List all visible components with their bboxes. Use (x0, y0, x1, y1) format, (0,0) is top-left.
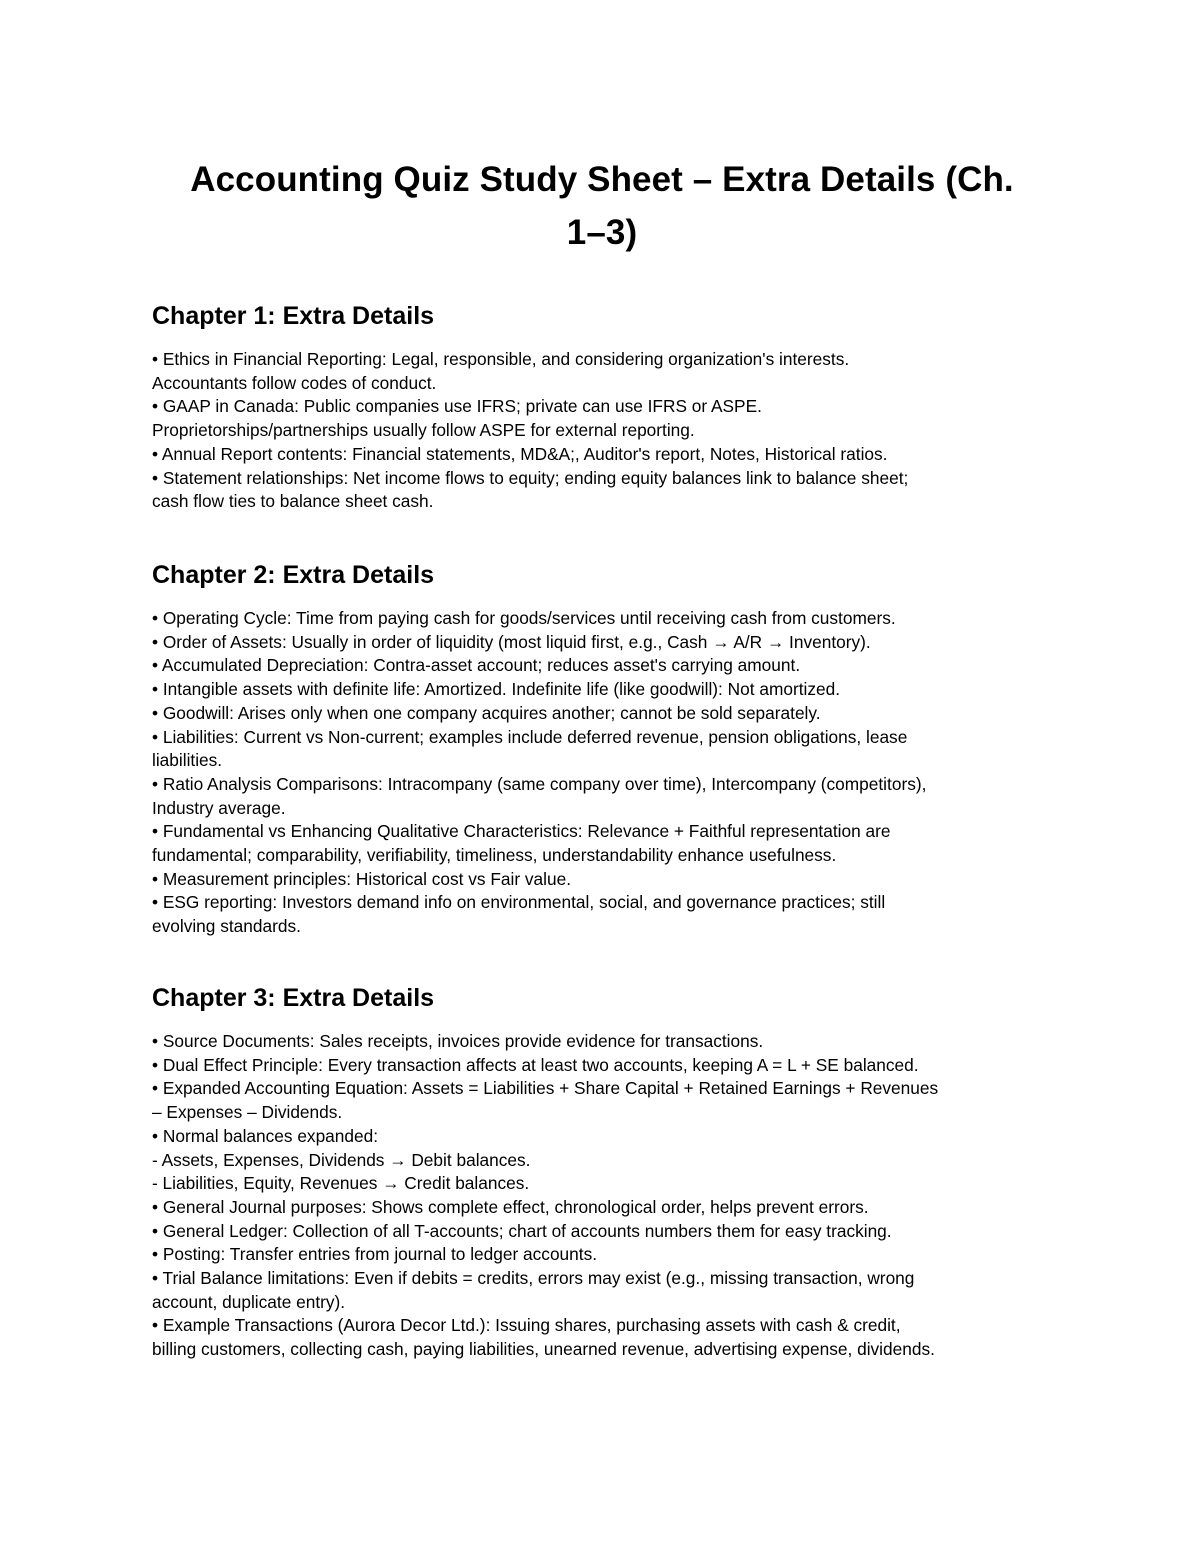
chapter-1-lines (152, 348, 1052, 514)
chapter-2-line: • Accumulated Depreciation: Contra-asset account; reduces asset's carrying amount. (152, 655, 801, 676)
chapter-3-line: • Expanded Accounting Equation: Assets = Liabilities + Share Capital + Retained Earnings + Revenues (152, 1078, 939, 1099)
chapter-1-line: • Statement relationships: Net income flows to equity; ending equity balances link to balance sheet; (152, 467, 909, 488)
chapter-3-line: • Example Transactions (Aurora Decor Ltd.): Issuing shares, purchasing assets with cash & credit, (152, 1315, 901, 1336)
chapter-3-line: billing customers, collecting cash, paying liabilities, unearned revenue, advertising expense, dividends. (152, 1339, 935, 1360)
title-line-1: Accounting Quiz Study Sheet – Extra Details (Ch. (190, 160, 1014, 199)
chapter-2-line: • Order of Assets: Usually in order of liquidity (most liquid first, e.g., Cash → A/R → Inventory). (152, 631, 871, 652)
chapter-2-line: liabilities. (152, 750, 223, 771)
chapter-3-line: • Dual Effect Principle: Every transaction affects at least two accounts, keeping A = L + SE balanced. (152, 1054, 919, 1075)
chapter-1-line: • Ethics in Financial Reporting: Legal, responsible, and considering organization's interests. (152, 349, 850, 369)
chapter-2-line: • Operating Cycle: Time from paying cash for goods/services until receiving cash from customers. (152, 608, 896, 628)
chapter-3-line: • Normal balances expanded: (152, 1125, 379, 1146)
chapter-3-line: • Trial Balance limitations: Even if debits = credits, errors may exist (e.g., missing transaction, wrong (152, 1268, 915, 1289)
document-title (152, 153, 1052, 259)
title-line-2: 1–3) (566, 213, 638, 252)
chapter-2-line: • Goodwill: Arises only when one company acquires another; cannot be sold separately. (152, 702, 821, 723)
chapter-2-line: • Fundamental vs Enhancing Qualitative Characteristics: Relevance + Faithful representation are (152, 821, 891, 842)
chapter-1-line: cash flow ties to balance sheet cash. (152, 491, 434, 512)
chapter-3-line: - Liabilities, Equity, Revenues → Credit balances. (152, 1173, 530, 1194)
chapter-1-section (152, 301, 1052, 514)
chapter-2-line: • Measurement principles: Historical cost vs Fair value. (152, 868, 572, 889)
chapter-2-line: • Liabilities: Current vs Non-current; examples include deferred revenue, pension obligations, lease (152, 726, 908, 747)
chapter-3-line: • Source Documents: Sales receipts, invoices provide evidence for transactions. (152, 1031, 764, 1051)
chapter-2-section (152, 560, 1052, 939)
chapter-2-lines (152, 607, 1052, 939)
chapter-2-line: • ESG reporting: Investors demand info on environmental, social, and governance practices; still (152, 892, 886, 913)
chapter-3-line: • General Journal purposes: Shows complete effect, chronological order, helps prevent errors. (152, 1196, 869, 1217)
chapter-3-section (152, 983, 1052, 1362)
chapter-2-line: evolving standards. (152, 916, 301, 937)
chapter-2-line: • Intangible assets with definite life: Amortized. Indefinite life (like goodwill): Not amortized. (152, 679, 841, 700)
chapter-1-line: • GAAP in Canada: Public companies use IFRS; private can use IFRS or ASPE. (152, 396, 762, 417)
chapter-3-heading: Chapter 3: Extra Details (152, 984, 435, 1012)
chapter-3-line: account, duplicate entry). (152, 1291, 346, 1312)
chapter-3-lines (152, 1030, 1052, 1362)
chapter-2-heading: Chapter 2: Extra Details (152, 561, 435, 589)
chapter-3-line: – Expenses – Dividends. (152, 1102, 343, 1123)
chapter-3-line: • Posting: Transfer entries from journal to ledger accounts. (152, 1244, 598, 1265)
chapter-1-line: • Annual Report contents: Financial statements, MD&A;, Auditor's report, Notes, Historical ratios. (152, 443, 888, 464)
chapter-2-line: fundamental; comparability, verifiability, timeliness, understandability enhance usefulness. (152, 845, 837, 866)
chapter-1-line: Accountants follow codes of conduct. (152, 372, 437, 393)
chapter-3-line: • General Ledger: Collection of all T-accounts; chart of accounts numbers them for easy tracking. (152, 1220, 892, 1241)
chapter-2-line: • Ratio Analysis Comparisons: Intracompany (same company over time), Intercompany (competitors), (152, 773, 927, 794)
chapter-1-heading: Chapter 1: Extra Details (152, 302, 435, 330)
chapter-3-line: - Assets, Expenses, Dividends → Debit balances. (152, 1149, 531, 1170)
chapter-2-line: Industry average. (152, 797, 286, 818)
chapter-1-line: Proprietorships/partnerships usually follow ASPE for external reporting. (152, 420, 695, 441)
